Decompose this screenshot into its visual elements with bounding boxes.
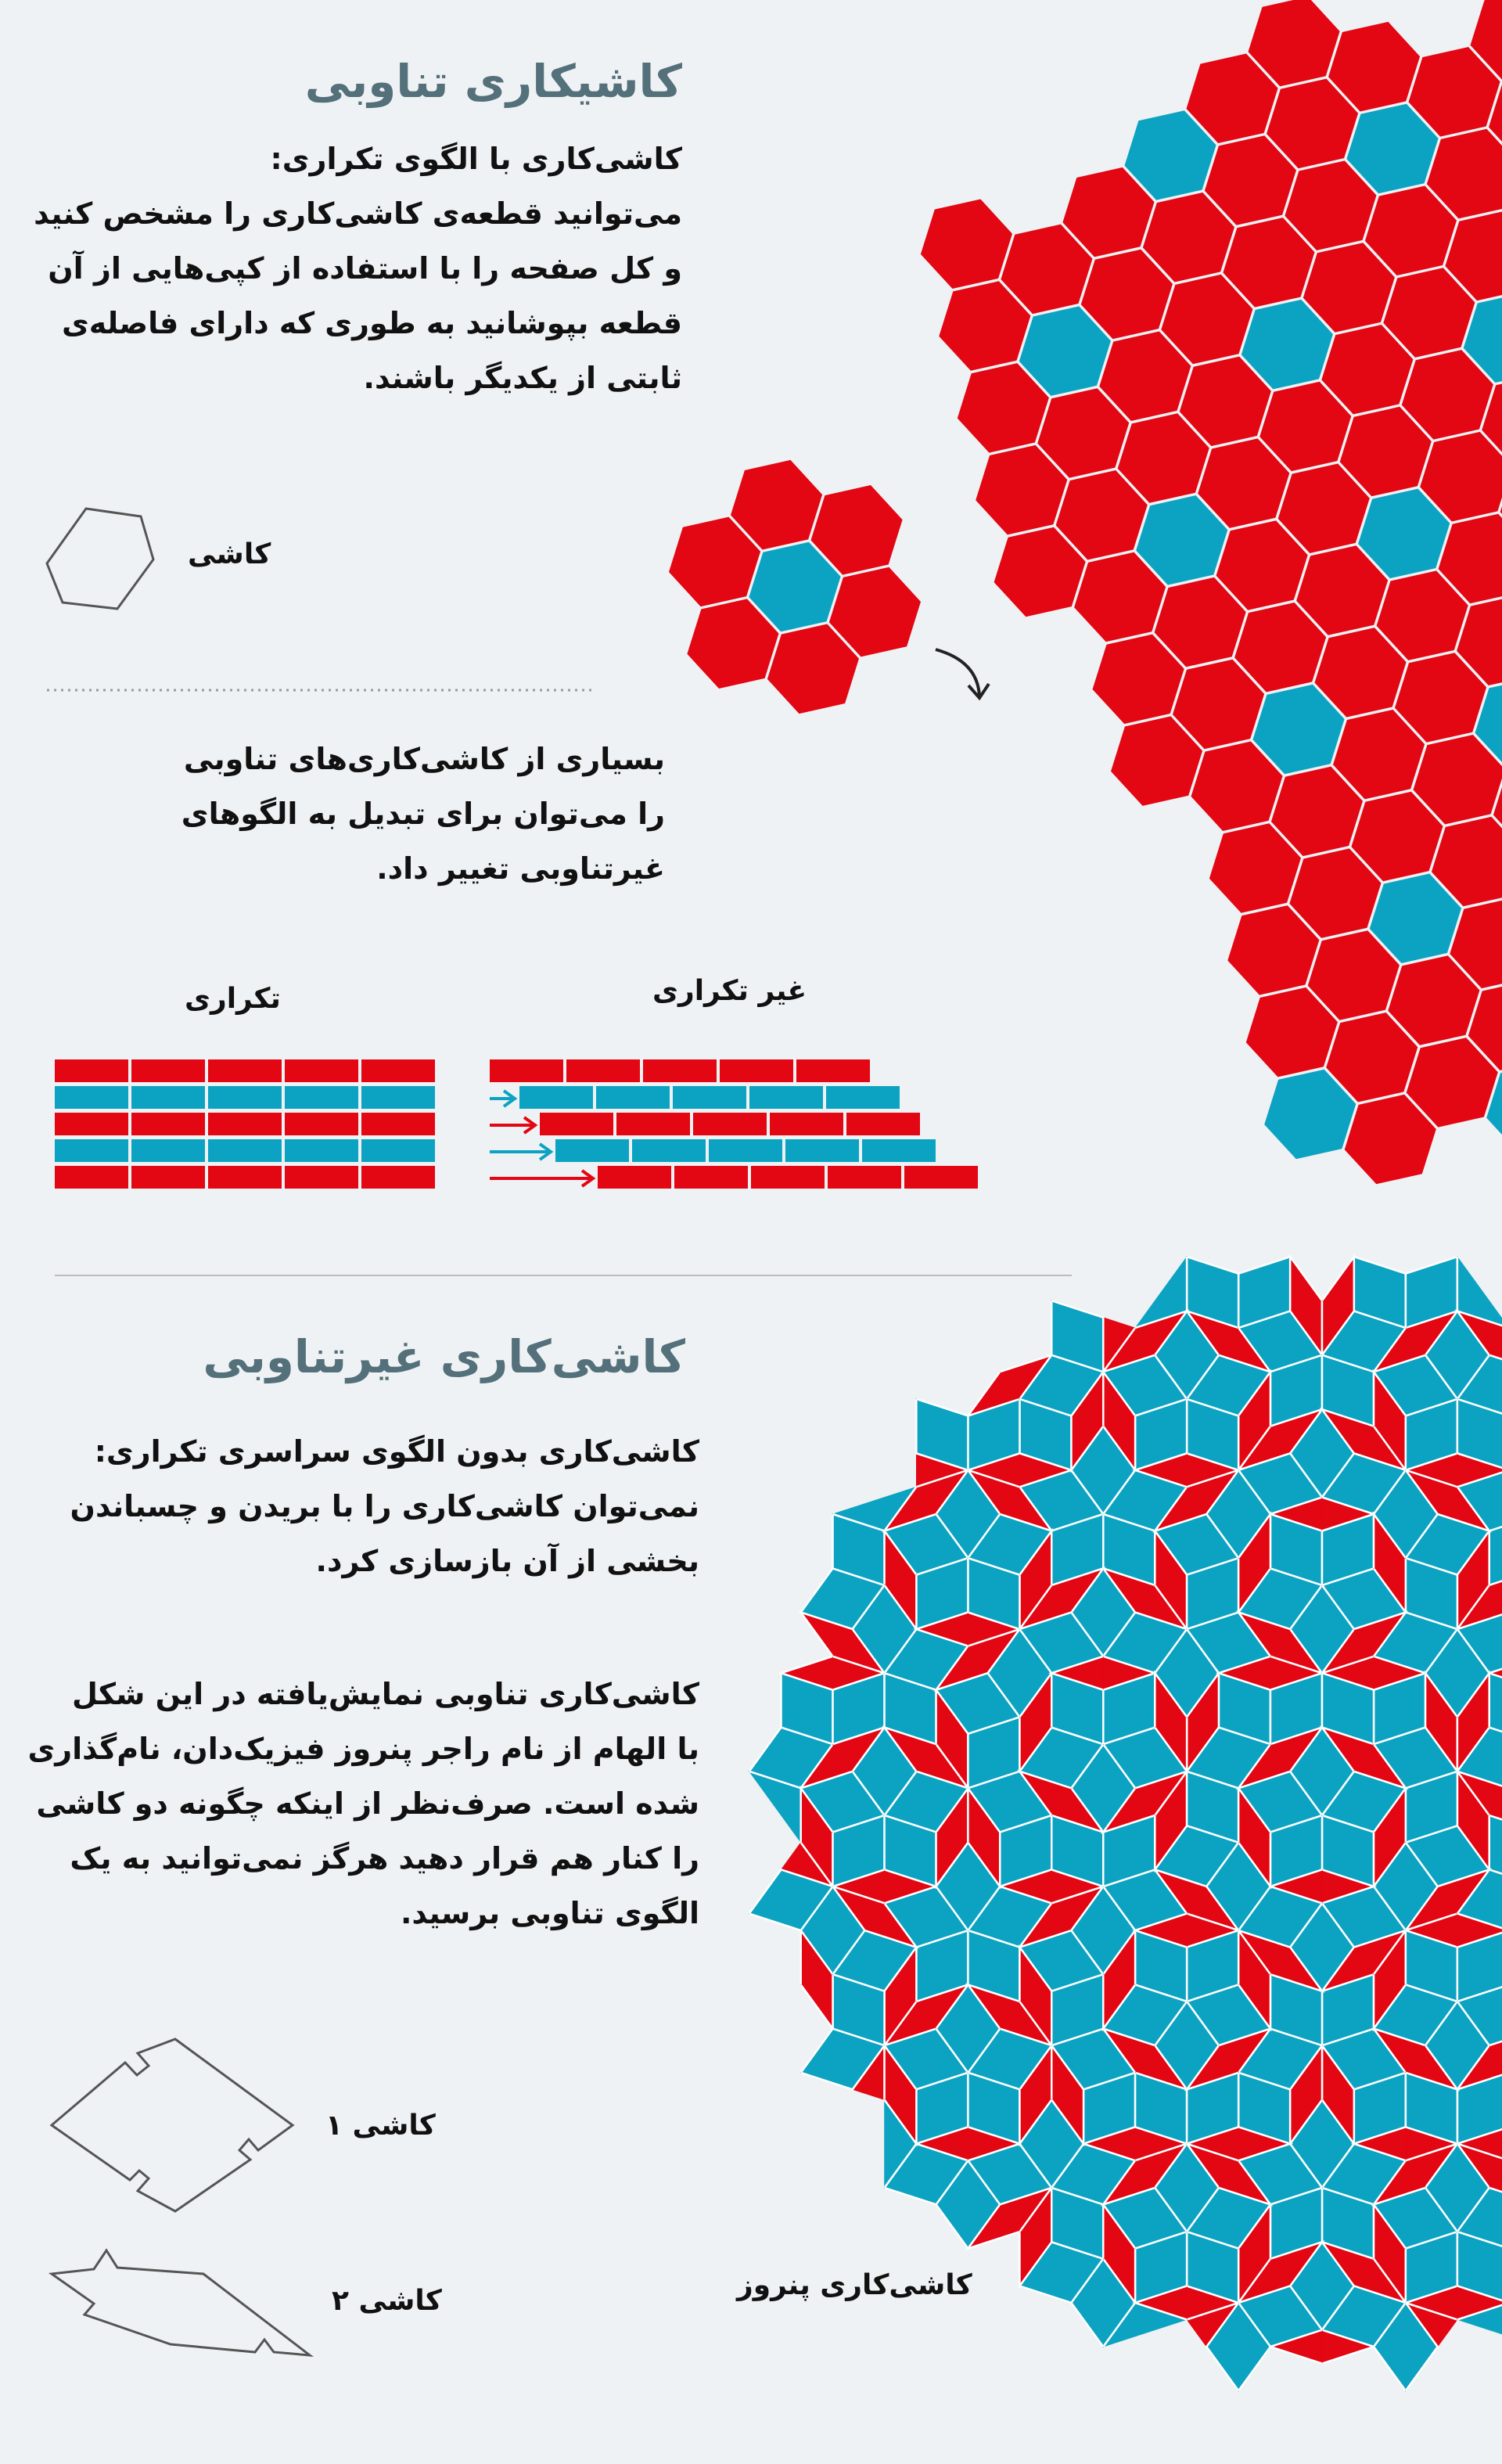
- text-line: کاشی‌کاری تناوبی نمایش‌یافته در این شکل: [71, 1677, 699, 1711]
- text-line: را می‌توان برای تبدیل به الگوهای: [181, 797, 665, 831]
- repeating-label: تکراری: [185, 983, 281, 1015]
- brick: [749, 1086, 823, 1109]
- brick: [555, 1139, 629, 1162]
- brick: [131, 1086, 205, 1109]
- aperiodic-title: کاشی‌کاری غیرتناوبی: [203, 1330, 685, 1383]
- text-line: می‌توانید قطعه‌ی کاشی‌کاری را مشخص کنید: [34, 196, 682, 231]
- brick: [131, 1166, 205, 1189]
- text-line: و کل صفحه را با استفاده از کپی‌هایی از آن: [48, 251, 682, 286]
- brick: [616, 1113, 690, 1135]
- brick: [709, 1139, 782, 1162]
- hex-flower-patch: [669, 460, 921, 714]
- text-line: کاشی‌کاری بدون الگوی سراسری تکراری:: [94, 1434, 699, 1469]
- brick: [796, 1059, 870, 1082]
- tile-2-label: کاشی ۲: [332, 2285, 442, 2317]
- text-line: غیرتناوبی تغییر داد.: [376, 851, 665, 886]
- brick: [131, 1139, 205, 1162]
- brick: [693, 1113, 767, 1135]
- text-line: بسیاری از کاشی‌کاری‌های تناوبی: [183, 742, 665, 776]
- brick: [643, 1059, 717, 1082]
- brick: [598, 1166, 671, 1189]
- text-line: الگوی تناوبی برسید.: [400, 1896, 699, 1930]
- text-line: را کنار هم قرار دهید هرگز نمی‌توانید به یک: [70, 1841, 699, 1876]
- brick: [285, 1086, 358, 1109]
- text-line: کاشی‌کاری با الگوی تکراری:: [270, 142, 682, 176]
- penrose-tiling: [749, 1257, 1502, 2390]
- brick: [519, 1086, 593, 1109]
- hex-tile-red: [921, 200, 1012, 290]
- brick: [208, 1086, 282, 1109]
- text-line: بخشی از آن بازسازی کرد.: [315, 1544, 699, 1578]
- text-line: شده است. صرف‌نظر از اینکه چگونه دو کاشی: [36, 1786, 699, 1821]
- text-line: با الهام از نام راجر پنروز فیزیک‌دان، نام‌گذاری: [27, 1732, 699, 1766]
- brick: [361, 1086, 435, 1109]
- brick: [632, 1139, 706, 1162]
- brick: [55, 1166, 128, 1189]
- brick: [208, 1166, 282, 1189]
- periodic-description: [34, 131, 682, 405]
- brick: [208, 1059, 282, 1082]
- brick: [285, 1113, 358, 1135]
- brick: [826, 1086, 900, 1109]
- text-line: ثابتی از یکدیگر باشند.: [363, 361, 682, 395]
- penrose-label: کاشی‌کاری پنروز: [737, 2269, 972, 2301]
- brick: [361, 1113, 435, 1135]
- penrose-description: [27, 1667, 699, 1941]
- non-repeating-label: غیر تکراری: [652, 975, 807, 1007]
- brick: [285, 1059, 358, 1082]
- brick: [361, 1139, 435, 1162]
- brick: [674, 1166, 748, 1189]
- brick: [55, 1113, 128, 1135]
- brick: [55, 1086, 128, 1109]
- brick: [131, 1059, 205, 1082]
- penrose-tile-1-outline-icon: [52, 2039, 293, 2211]
- periodic-title: کاشیکاری تناوبی: [304, 55, 682, 108]
- brick: [720, 1059, 793, 1082]
- periodic-hex-tiling: [921, 0, 1502, 1184]
- brick: [846, 1113, 920, 1135]
- brick: [361, 1166, 435, 1189]
- brick: [285, 1139, 358, 1162]
- periodic-note: [181, 732, 665, 896]
- aperiodic-description: [70, 1424, 699, 1588]
- brick: [490, 1059, 563, 1082]
- brick: [904, 1166, 978, 1189]
- penrose-tile-2-outline-icon: [52, 2250, 310, 2355]
- brick: [208, 1113, 282, 1135]
- brick: [862, 1139, 936, 1162]
- brick: [361, 1059, 435, 1082]
- brick: [828, 1166, 901, 1189]
- hexagon-tile-label: کاشی: [188, 538, 271, 570]
- brick: [785, 1139, 859, 1162]
- brick: [285, 1166, 358, 1189]
- brick: [540, 1113, 613, 1135]
- brick: [673, 1086, 746, 1109]
- text-line: قطعه بپوشانید به طوری که دارای فاصله‌ی: [61, 306, 682, 340]
- brick: [55, 1139, 128, 1162]
- brick: [131, 1113, 205, 1135]
- brick: [596, 1086, 670, 1109]
- tile-1-label: کاشی ۱: [325, 2110, 436, 2142]
- brick: [55, 1059, 128, 1082]
- hexagon-tile-outline-icon: [47, 509, 153, 609]
- repeating-brick-pattern: [55, 1059, 435, 1189]
- non-repeating-brick-pattern: [490, 1059, 978, 1189]
- brick: [208, 1139, 282, 1162]
- brick: [770, 1113, 843, 1135]
- brick: [751, 1166, 825, 1189]
- brick: [566, 1059, 640, 1082]
- text-line: نمی‌توان کاشی‌کاری را با بریدن و چسباندن: [70, 1489, 699, 1523]
